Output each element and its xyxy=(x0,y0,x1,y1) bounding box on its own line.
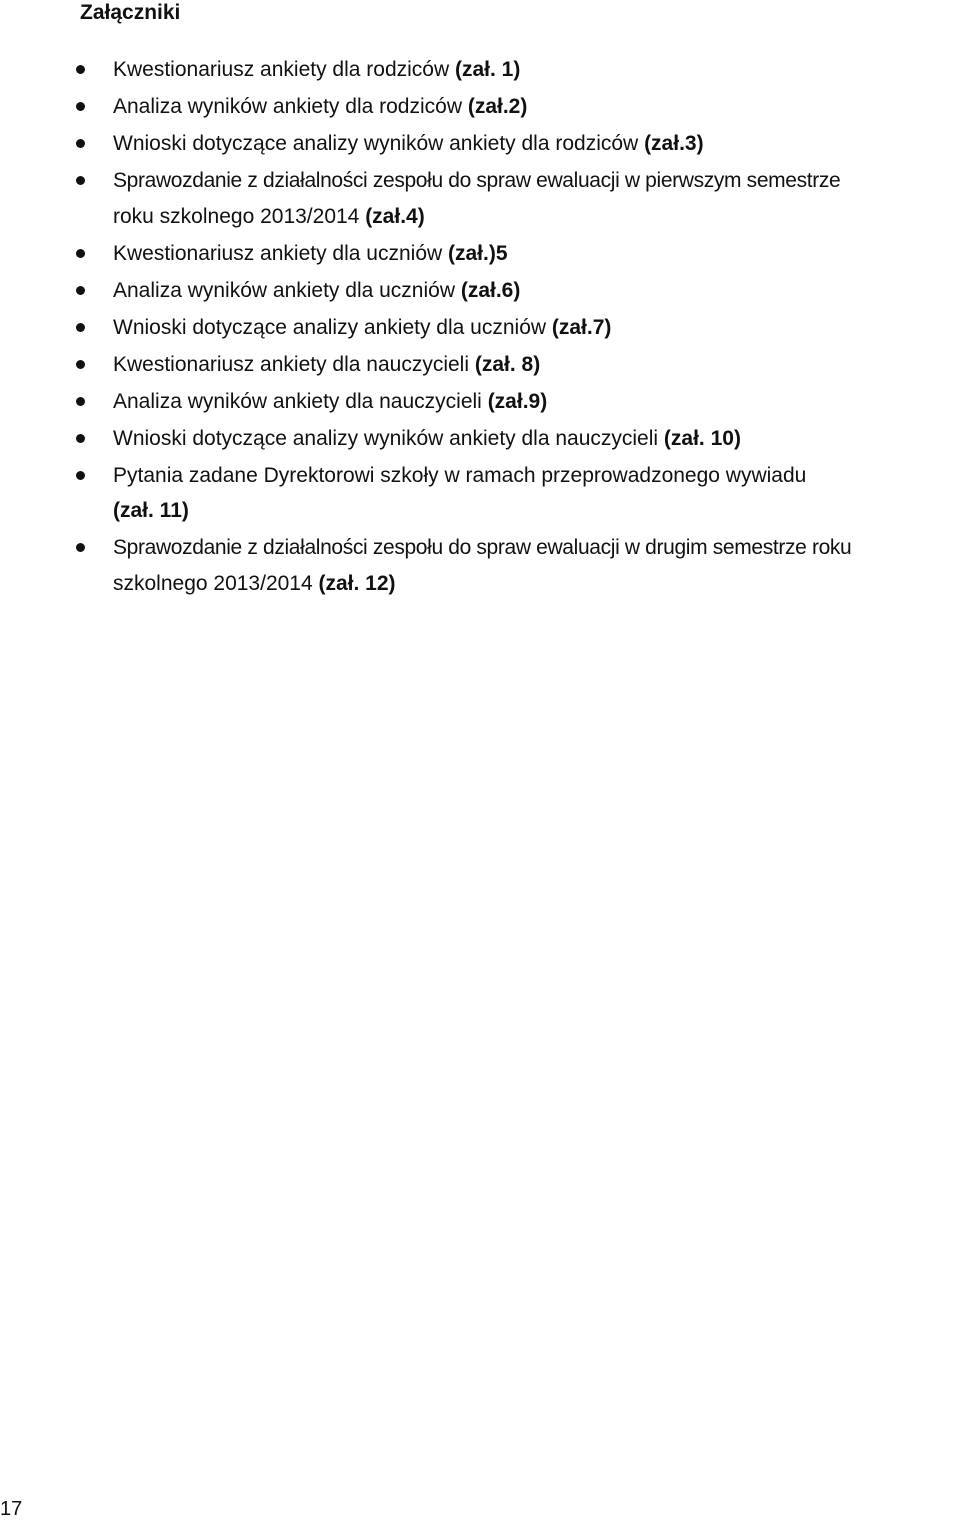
item-text-continued: roku szkolnego 2013/2014 xyxy=(113,204,366,228)
bullet-icon xyxy=(76,249,85,258)
bullet-icon xyxy=(76,360,85,369)
item-text: Analiza wyników ankiety dla rodziców xyxy=(113,95,468,118)
bullet-icon xyxy=(76,471,85,480)
list-item xyxy=(0,163,960,234)
attachment-reference: (zał. 10) xyxy=(663,426,741,450)
item-text: Sprawozdanie z działalności zespołu do spraw ewaluacji w drugim semestrze roku xyxy=(113,536,852,559)
item-line xyxy=(113,384,960,420)
list-item xyxy=(0,310,960,346)
item-line xyxy=(113,163,960,199)
bullet-icon xyxy=(76,323,85,332)
attachment-reference: (zał. 8) xyxy=(474,352,541,376)
item-line xyxy=(113,347,960,383)
bullet-icon xyxy=(76,397,85,406)
item-line xyxy=(113,421,960,457)
attachment-reference: (zał.6) xyxy=(460,278,521,302)
bullet-icon xyxy=(76,102,85,111)
attachment-reference: (zał.)5 xyxy=(448,241,508,265)
bullet-icon xyxy=(76,434,85,443)
attachment-reference: (zał.3) xyxy=(644,132,704,155)
item-line-continued xyxy=(113,199,960,235)
attachment-reference: (zał. 12) xyxy=(318,571,396,595)
attachments-list xyxy=(0,52,960,603)
attachment-reference: (zał.4) xyxy=(365,204,425,228)
item-text: Sprawozdanie z działalności zespołu do spraw ewaluacji w pierwszym semestrze xyxy=(113,169,841,192)
item-line xyxy=(113,236,960,272)
list-item xyxy=(0,89,960,125)
item-text: Kwestionariusz ankiety dla rodziców xyxy=(113,58,455,81)
attachment-reference: (zał.7) xyxy=(551,315,612,339)
item-line xyxy=(113,273,960,309)
bullet-icon xyxy=(76,543,85,552)
item-line xyxy=(113,310,960,346)
attachments-heading: Załączniki xyxy=(80,1,181,24)
attachment-reference: (zał.2) xyxy=(467,95,528,118)
bullet-icon xyxy=(76,286,85,295)
bullet-icon xyxy=(76,65,85,74)
attachment-reference: (zał. 11) xyxy=(113,499,189,522)
list-item xyxy=(0,530,960,601)
list-item xyxy=(0,458,960,529)
page-number: 17 xyxy=(0,1498,23,1520)
item-line xyxy=(113,458,960,494)
item-line-continued xyxy=(113,493,960,529)
list-item xyxy=(0,236,960,272)
attachment-reference: (zał. 1) xyxy=(455,58,521,81)
item-line xyxy=(113,89,960,125)
bullet-icon xyxy=(76,139,85,148)
item-text: Wnioski dotyczące analizy wyników ankiety dla rodziców xyxy=(113,132,645,155)
item-text-continued: szkolnego 2013/2014 xyxy=(113,571,319,595)
list-item xyxy=(0,347,960,383)
item-text: Pytania zadane Dyrektorowi szkoły w ramach przeprowadzonego wywiadu xyxy=(113,463,807,487)
list-item xyxy=(0,126,960,162)
item-line-continued xyxy=(113,566,960,602)
list-item xyxy=(0,384,960,420)
item-text: Analiza wyników ankiety dla uczniów xyxy=(113,278,461,302)
item-line xyxy=(113,52,960,88)
item-line xyxy=(113,530,960,566)
item-text: Kwestionariusz ankiety dla nauczycieli xyxy=(113,352,475,376)
attachment-reference: (zał.9) xyxy=(487,389,548,413)
item-text: Wnioski dotyczące analizy wyników ankiety dla nauczycieli xyxy=(113,426,664,450)
list-item xyxy=(0,421,960,457)
item-line xyxy=(113,126,960,162)
bullet-icon xyxy=(76,176,85,185)
item-text: Analiza wyników ankiety dla nauczycieli xyxy=(113,389,488,413)
list-item xyxy=(0,273,960,309)
list-item xyxy=(0,52,960,88)
item-text: Wnioski dotyczące analizy ankiety dla uczniów xyxy=(113,315,552,339)
item-text: Kwestionariusz ankiety dla uczniów xyxy=(113,241,448,265)
